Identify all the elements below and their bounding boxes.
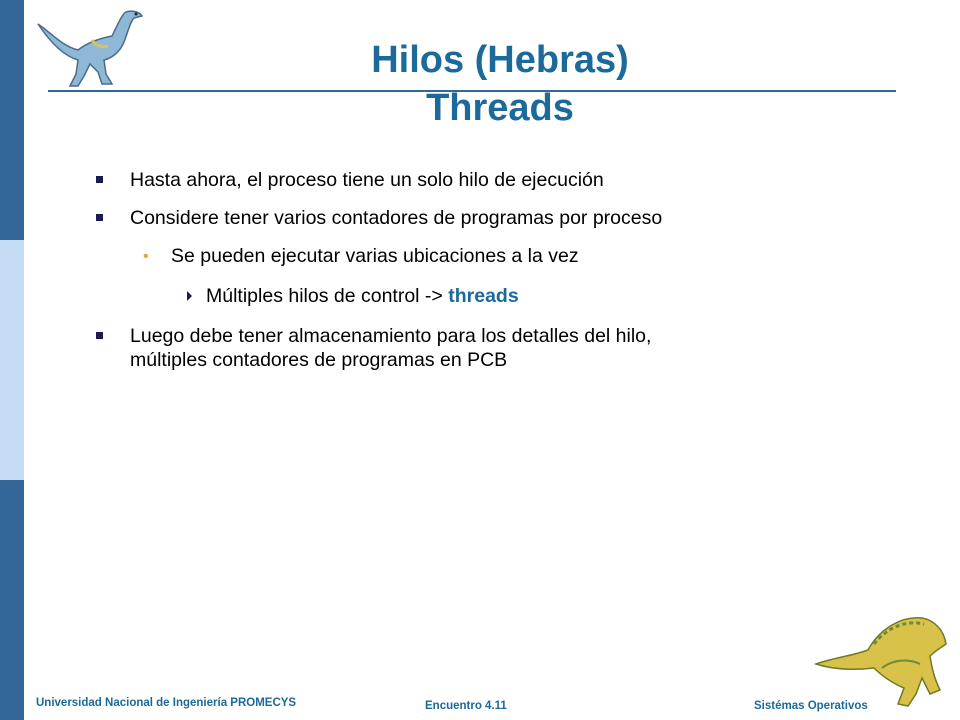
sidebar-band-middle (0, 240, 24, 480)
triangle-bullet-icon (187, 291, 192, 301)
square-bullet-icon (96, 214, 103, 221)
bullet-text-line-1: Luego debe tener almacenamiento para los detalles del hilo, (130, 325, 652, 347)
bullet-text-plain: Múltiples hilos de control -> (206, 285, 449, 307)
bullet-text-line-2: múltiples contadores de programas en PCB (130, 349, 508, 371)
bullet-text: Hasta ahora, el proceso tiene un solo hilo de ejecución (130, 169, 604, 191)
square-bullet-icon (96, 176, 103, 183)
dot-bullet-icon: • (143, 248, 149, 265)
footer-university: Universidad Nacional de Ingeniería PROMECYS (36, 697, 297, 709)
dinosaur-top-icon (32, 2, 152, 90)
bullet-text (130, 324, 790, 372)
slide-title (200, 36, 800, 132)
bullet-text: Considere tener varios contadores de programas por proceso (130, 207, 663, 229)
highlight-threads: threads (448, 285, 519, 307)
footer-slide-number: Encuentro 4.11 (425, 700, 507, 712)
sidebar-band-top (0, 0, 24, 240)
bullet-text (206, 284, 806, 308)
bullet-text: Se pueden ejecutar varias ubicaciones a la vez (171, 245, 579, 267)
square-bullet-icon (96, 332, 103, 339)
dinosaur-bottom-icon (812, 598, 952, 710)
title-line-1: Hilos (Hebras) (200, 36, 800, 84)
sidebar-band-bottom (0, 480, 24, 720)
footer-course: Sistémas Operativos (754, 700, 868, 712)
title-line-2: Threads (426, 87, 574, 129)
